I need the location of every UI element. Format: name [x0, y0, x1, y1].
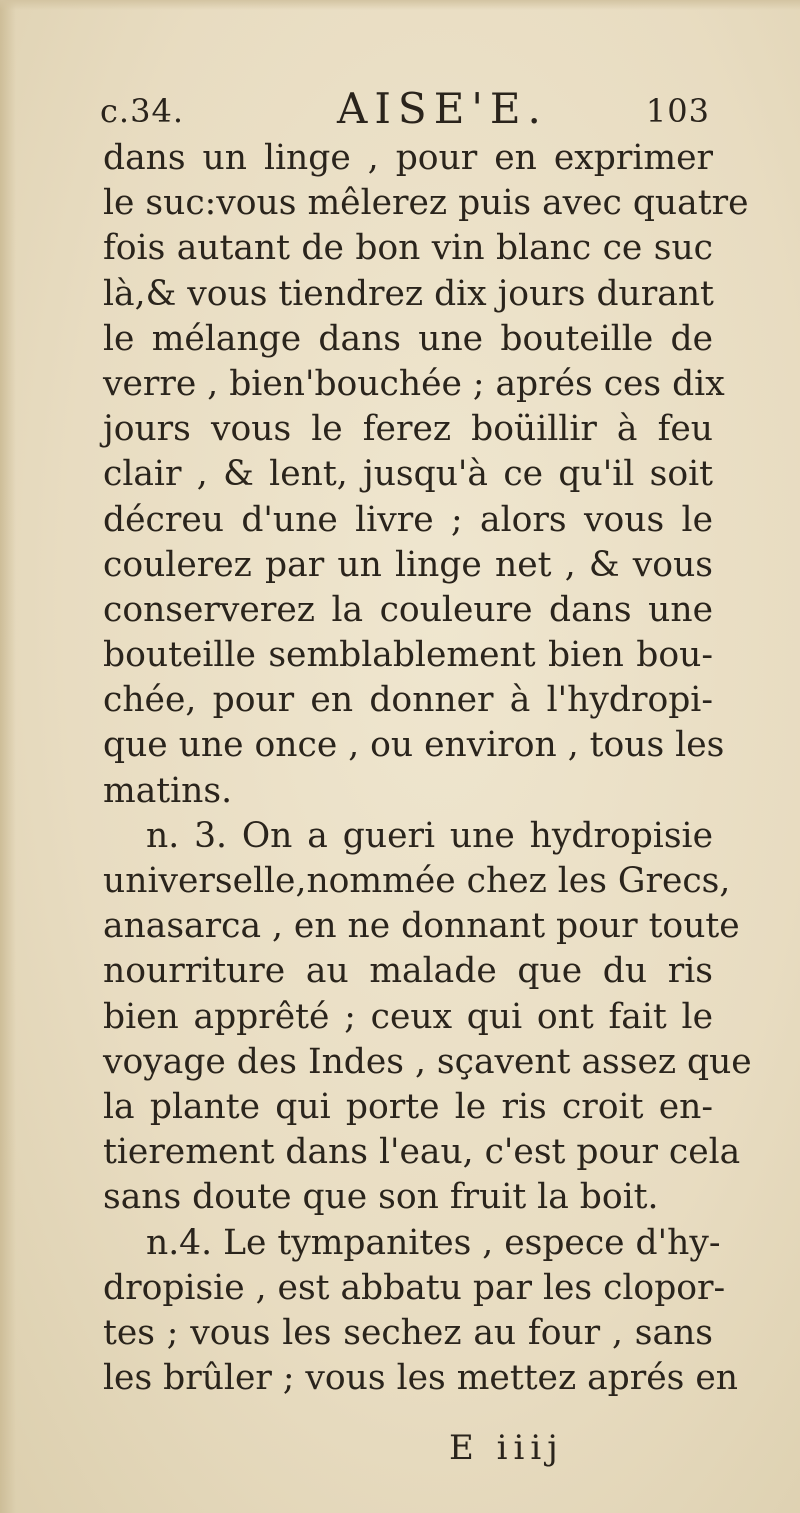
text-line: fois autant de bon vin blanc ce suc — [103, 228, 713, 269]
text-line: voyage des Indes , sçavent assez que — [103, 1041, 752, 1082]
text-line: la plante qui porte le ris croit en- — [103, 1086, 713, 1127]
running-header — [100, 84, 710, 134]
text-line: dans un linge , pour en exprimer — [103, 138, 713, 178]
text-line: sans doute que son fruit la boit. — [103, 1177, 659, 1218]
text-line: là,& vous tiendrez dix jours durant — [103, 273, 714, 314]
text-line: verre , bien'bouchée ; aprés ces dix — [103, 363, 725, 404]
chapter-reference: c.34. — [100, 92, 184, 130]
signature-mark: E iiij — [449, 1428, 564, 1468]
text-line: coulerez par un linge net , & vous — [103, 544, 713, 585]
text-line: que une once , ou environ , tous les — [103, 725, 725, 766]
text-line: bien apprêté ; ceux qui ont fait le — [103, 996, 713, 1037]
text-line: le mélange dans une bouteille de — [103, 318, 713, 359]
body-text — [103, 136, 752, 1401]
running-title: AISE'E. — [337, 84, 548, 133]
page-binding-shadow — [0, 0, 16, 1513]
text-line: dropisie , est abbatu par les clopor- — [103, 1267, 726, 1308]
text-line: jours vous le ferez boüillir à feu — [103, 409, 713, 450]
text-line: nourriture au malade que du ris — [103, 951, 713, 992]
page-top-shadow — [0, 0, 800, 10]
text-line: bouteille semblablement bien bou- — [103, 635, 713, 676]
page-number: 103 — [645, 92, 710, 130]
text-line: tierement dans l'eau, c'est pour cela — [103, 1132, 741, 1173]
text-line: clair , & lent, jusqu'à ce qu'il soit — [103, 454, 713, 495]
text-line: chée, pour en donner à l'hydropi- — [103, 680, 713, 721]
text-line: tes ; vous les sechez au four , sans — [103, 1312, 713, 1353]
text-line: conserverez la couleure dans une — [103, 589, 713, 630]
text-line: les brûler ; vous les mettez aprés en — [103, 1358, 738, 1399]
text-line: le suc:vous mêlerez puis avec quatre — [103, 183, 749, 224]
text-line: matins. — [103, 770, 233, 811]
text-line: n.4. Le tympanites , espece d'hy- — [146, 1222, 721, 1263]
text-line: n. 3. On a gueri une hydropisie — [146, 815, 713, 856]
text-line: anasarca , en ne donnant pour toute — [103, 906, 740, 947]
text-line: décreu d'une livre ; alors vous le — [103, 499, 713, 540]
text-line: universelle,nommée chez les Grecs, — [103, 861, 731, 901]
